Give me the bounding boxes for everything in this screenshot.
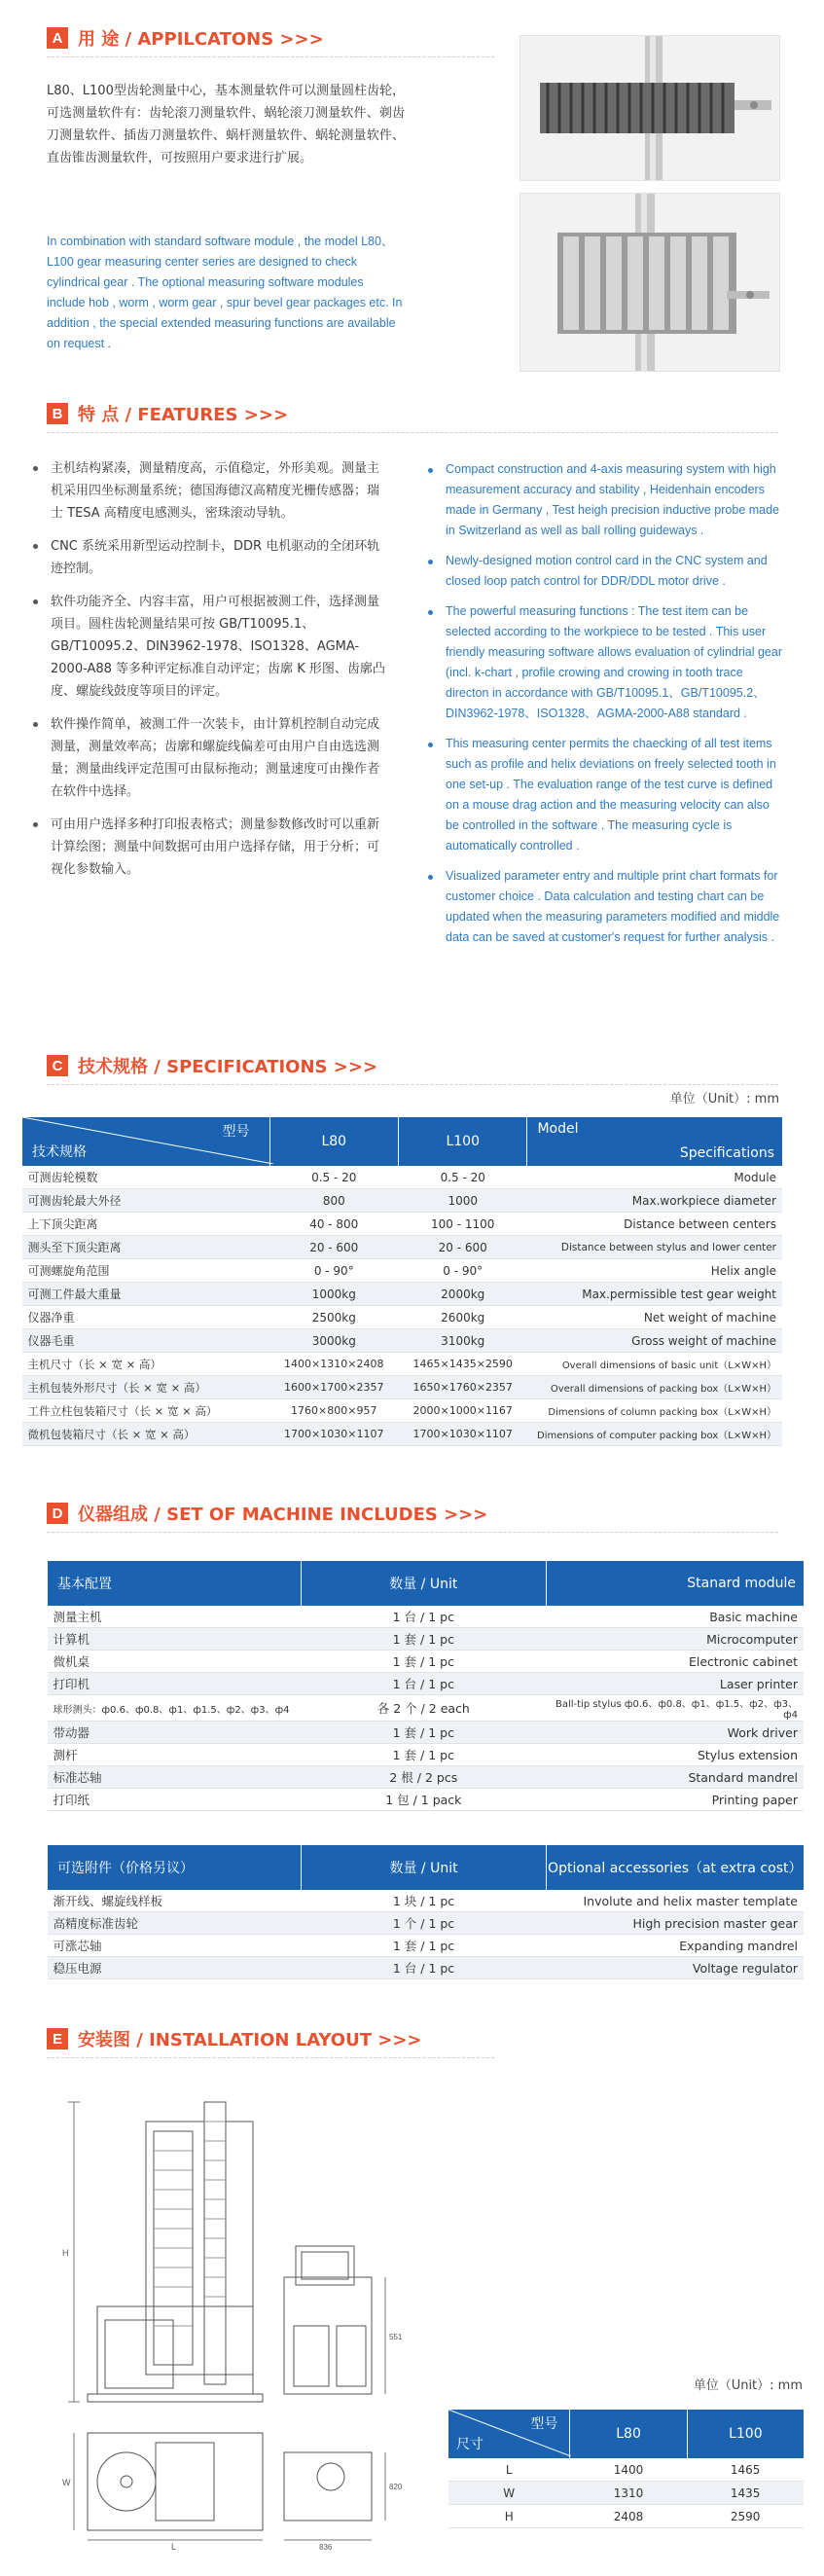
- standard-config-table: [47, 1561, 804, 1811]
- table-row: 高精度标准齿轮 1 个 / 1 pc High precision master gear: [48, 1912, 805, 1935]
- table-row: 稳压电源 1 台 / 1 pc Voltage regulator: [48, 1957, 805, 1979]
- hob-cutter-photo-2: [519, 193, 780, 372]
- table-row: 标准芯轴 2 根 / 2 pcs Standard mandrel: [48, 1766, 805, 1789]
- list-item: CNC 系统采用新型运动控制卡，DDR 电机驱动的全闭环轨迹控制。: [29, 535, 387, 580]
- table-row: 上下顶尖距离 40 - 800 100 - 1100 Distance between centers: [22, 1213, 783, 1236]
- features-en-list: [424, 459, 782, 958]
- dim-label-h: H: [62, 2248, 69, 2258]
- section-e-letter: E: [47, 2028, 68, 2050]
- section-c-rule: [47, 1084, 778, 1085]
- layout-diag-header: [448, 2410, 570, 2458]
- dim-label-820: 820: [389, 2483, 403, 2491]
- features-cn-list: [29, 457, 387, 891]
- table-row: 测量主机 1 台 / 1 pc Basic machine: [48, 1606, 805, 1628]
- table-row: W 1310 1435: [448, 2482, 805, 2505]
- specifications-table: [21, 1117, 782, 1446]
- section-b-rule: [47, 432, 778, 433]
- table-row: H 2408 2590: [448, 2505, 805, 2528]
- list-item: 可由用户选择多种打印报表格式；测量参数修改时可以重新计算绘图；测量中间数据可由用户选择存储，用于分析；可视化参数输入。: [29, 814, 387, 881]
- section-c-header: [47, 1053, 377, 1078]
- installation-drawing: [58, 2083, 428, 2550]
- layout-dimensions-table: [448, 2410, 804, 2528]
- spec-col-l100: L100: [399, 1117, 527, 1166]
- spec-model-cn: 型号: [222, 1124, 250, 1140]
- table-row: 计算机 1 套 / 1 pc Microcomputer: [48, 1628, 805, 1651]
- table-row: 球形测头：ф0.6、ф0.8、ф1、ф1.5、ф2、ф3、ф4 各 2 个 / 2 each Ball-tip stylus ф0.6、ф0.8、ф1、ф1.5、ф2、ф3、ф4: [48, 1695, 805, 1722]
- layout-col-l80: L80: [570, 2410, 687, 2458]
- section-a-rule: [47, 56, 494, 57]
- table-header: [22, 1117, 783, 1166]
- table-row: 主机尺寸（长 × 宽 × 高） 1400×1310×2408 1465×1435×2590 Overall dimensions of basic unit（L×W×H）: [22, 1353, 783, 1376]
- table-row: 打印纸 1 包 / 1 pack Printing paper: [48, 1789, 805, 1811]
- spec-model-en: Model: [537, 1121, 579, 1137]
- table-row: 测头至下顶尖距离 20 - 600 20 - 600 Distance between stylus and lower center: [22, 1236, 783, 1259]
- layout-unit-label: 单位（Unit）: mm: [693, 2378, 803, 2393]
- section-d-letter: D: [47, 1503, 68, 1524]
- section-b-letter: B: [47, 403, 68, 424]
- section-a-cn-text: L80、L100型齿轮测量中心，基本测量软件可以测量圆柱齿轮，可选测量软件有：齿轮滚刀测量软件、蜗轮滚刀测量软件、剃齿刀测量软件、插齿刀测量软件、蜗杆测量软件、蜗轮测量软件、直齿锥齿测量软件，可按照用户要求进行扩展。: [47, 84, 405, 165]
- list-item: 主机结构紧凑，测量精度高，示值稳定，外形美观。测量主机采用四坐标测量系统；德国海德汉高精度光栅传感器；瑞士 TESA 高精度电感测头，密珠滚动导轨。: [29, 457, 387, 525]
- table-row: L 1400 1465: [448, 2458, 805, 2482]
- table-row: 仪器净重 2500kg 2600kg Net weight of machine: [22, 1306, 783, 1329]
- section-c-letter: C: [47, 1055, 68, 1076]
- table-header: 基本配置 数量 / Unit Stanard module: [48, 1561, 805, 1606]
- table-row: 工件立柱包装箱尺寸（长 × 宽 × 高） 1760×800×957 2000×1000×1167 Dimensions of column packing box（L×W×H）: [22, 1399, 783, 1423]
- section-e-rule: [47, 2057, 494, 2058]
- section-b-header: [47, 401, 288, 426]
- table-row: 可涨芯轴 1 套 / 1 pc Expanding mandrel: [48, 1935, 805, 1957]
- spec-col-l80: L80: [269, 1117, 398, 1166]
- dim-label-836: 836: [319, 2543, 333, 2550]
- dim-label-551: 551: [389, 2333, 403, 2341]
- spec-en-header: [527, 1117, 782, 1166]
- list-item: This measuring center permits the chaecking of all test items such as profile and helix deviations on freely selected tooth in one set-up . The evaluation range of the test curve is defined on a mouse drag action and the measuring velocity can also be controlled in the software . The measuring cycle is automatically controlled .: [424, 734, 782, 856]
- layout-model-cn: 型号: [530, 2416, 558, 2432]
- table-row: 微机包装箱尺寸（长 × 宽 × 高） 1700×1030×1107 1700×1030×1107 Dimensions of computer packing box（L×W×H）: [22, 1423, 783, 1446]
- spec-unit-label: 单位（Unit）: mm: [669, 1092, 779, 1107]
- spec-param-cn: 技术规格: [32, 1144, 87, 1160]
- list-item: Newly-designed motion control card in the CNC system and closed loop patch control for DDR/DDL motor drive .: [424, 551, 782, 592]
- table-row: 可测螺旋角范围 0 - 90° 0 - 90° Helix angle: [22, 1259, 783, 1283]
- table-row: 测杆 1 套 / 1 pc Stylus extension: [48, 1744, 805, 1766]
- table-row: 微机桌 1 套 / 1 pc Electronic cabinet: [48, 1651, 805, 1673]
- layout-size-cn: 尺寸: [456, 2437, 484, 2452]
- table-row: 可测工件最大重量 1000kg 2000kg Max.permissible test gear weight: [22, 1283, 783, 1306]
- table-row: 渐开线、螺旋线样板 1 块 / 1 pc Involute and helix master template: [48, 1890, 805, 1912]
- table-header: 可选附件（价格另议） 数量 / Unit Optional accessories（at extra cost）: [48, 1845, 805, 1890]
- list-item: 软件功能齐全、内容丰富，用户可根据被测工件，选择测量项目。圆柱齿轮测量结果可按 GB/T10095.1、GB/T10095.2、DIN3962-1978、ISO1328、AGMA-2000-A88 等多种评定标准自动评定；齿廓 K 形图、齿廓凸度、螺旋线鼓度等项目的评定。: [29, 591, 387, 703]
- dim-label-l: L: [171, 2542, 177, 2550]
- list-item: The powerful measuring functions : The test item can be selected according to the workpiece to be tested . This user friendly measuring software allows evaluation of cylindrial gear (incl. k-chart , profile crowing and crowing in tooth trace directon in accordance with GB/T10095.1、GB/T10095.2、DIN3962-1978、ISO1328、AGMA-2000-A88 standard .: [424, 601, 782, 724]
- section-e-header: [47, 2026, 422, 2051]
- table-header: [448, 2410, 805, 2458]
- section-a-letter: A: [47, 27, 68, 49]
- list-item: Compact construction and 4-axis measuring system with high measurement accuracy and stability , Heidenhain encoders made in Germany , Test heigh precision inductive probe made in Switzerland as well as ball rolling guideways .: [424, 459, 782, 541]
- section-a-title: 用 途 / APPILCATONS >>>: [78, 29, 324, 50]
- section-d-rule: [47, 1532, 778, 1533]
- spec-spec-en: Specifications: [679, 1145, 774, 1161]
- section-a-en-text: In combination with standard software module , the model L80、L100 gear measuring center series are designed to check cylindrical gear . The optional measuring software modules include hob , worm , worm gear , spur bevel gear packages etc. In addition , the special extended measuring functions are available on request .: [47, 235, 403, 350]
- table-row: 仪器毛重 3000kg 3100kg Gross weight of machine: [22, 1329, 783, 1353]
- list-item: 软件操作简单，被测工件一次装卡，由计算机控制自动完成测量，测量效率高；齿廓和螺旋线偏差可由用户自由选选测量；测量曲线评定范围可由鼠标拖动；测量速度可由操作者在软件中选择。: [29, 713, 387, 803]
- section-c-title: 技术规格 / SPECIFICATIONS >>>: [78, 1057, 378, 1077]
- section-d-title: 仪器组成 / SET OF MACHINE INCLUDES >>>: [78, 1505, 488, 1525]
- table-row: 可测齿轮模数 0.5 - 20 0.5 - 20 Module: [22, 1166, 783, 1189]
- list-item: Visualized parameter entry and multiple print chart formats for customer choice . Data calculation and testing chart can be updated when the measuring parameters modified and middle data can be saved at customer's request for further analysis .: [424, 866, 782, 948]
- dim-label-w: W: [62, 2478, 71, 2487]
- section-d-header: [47, 1501, 487, 1526]
- layout-col-l100: L100: [687, 2410, 804, 2458]
- spec-diag-header: [22, 1117, 270, 1166]
- table-row: 带动器 1 套 / 1 pc Work driver: [48, 1722, 805, 1744]
- optional-accessories-table: [47, 1845, 804, 1979]
- table-row: 主机包装外形尺寸（长 × 宽 × 高） 1600×1700×2357 1650×1760×2357 Overall dimensions of packing box（L×W×H）: [22, 1376, 783, 1399]
- section-b-title: 特 点 / FEATURES >>>: [78, 405, 289, 425]
- section-e-title: 安装图 / INSTALLATION LAYOUT >>>: [78, 2030, 422, 2050]
- table-row: 可测齿轮最大外径 800 1000 Max.workpiece diameter: [22, 1189, 783, 1213]
- hob-cutter-photo-1: [519, 35, 780, 181]
- section-a-header: [47, 25, 324, 51]
- table-row: 打印机 1 台 / 1 pc Laser printer: [48, 1673, 805, 1695]
